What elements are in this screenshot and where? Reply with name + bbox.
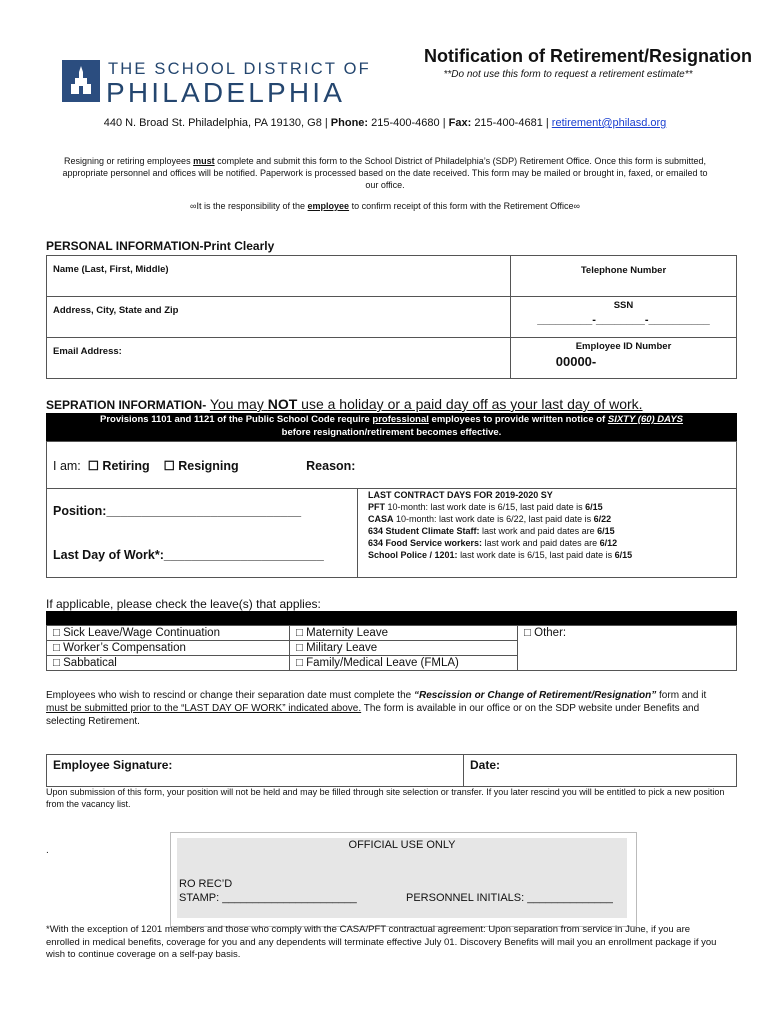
date-field[interactable]: Date: — [464, 755, 737, 787]
stamp-field[interactable]: STAMP: ______________________ — [179, 892, 357, 904]
intro-paragraph — [62, 155, 708, 191]
contract-row-text: last work and paid dates are — [484, 538, 598, 548]
iam-label: I am: — [53, 458, 81, 473]
leave-workers-comp[interactable]: □ Worker’s Compensation — [47, 641, 290, 656]
resp-employee: employee — [307, 201, 350, 211]
personal-info-heading: PERSONAL INFORMATION-Print Clearly — [46, 239, 275, 253]
ssn-label: SSN — [613, 300, 634, 311]
rescind-paragraph — [46, 689, 726, 728]
position-field[interactable]: Position:____________________________ — [53, 504, 302, 518]
ro-received-label: RO REC’D — [179, 878, 233, 890]
employee-id-value: 00000- — [555, 354, 597, 369]
logo-line-1: THE SCHOOL DISTRICT OF — [108, 60, 371, 78]
telephone-field[interactable] — [511, 256, 737, 297]
rescind-form-name: “Rescission or Change of Retirement/Resignation” — [413, 690, 657, 701]
separation-heading-b: use a holiday or a paid day off as your last day of work. — [301, 396, 643, 412]
retiring-checkbox[interactable]: ☐ Retiring — [87, 458, 150, 473]
personnel-initials-field[interactable]: PERSONNEL INITIALS: ______________ — [406, 892, 613, 904]
contract-row — [368, 525, 736, 537]
banner-text-e: before resignation/retirement becomes effective. — [281, 427, 502, 438]
intro-text-a: Resigning or retiring employees — [64, 156, 191, 166]
contract-days-cell — [358, 489, 737, 578]
ssn-blanks: _________-________-__________ — [537, 314, 710, 326]
contract-row-text: 10-month: last work date is 6/15, last paid date is — [387, 502, 583, 512]
rescind-c: form and it — [659, 690, 707, 701]
signature-table — [46, 754, 737, 787]
intro-text-c: complete and submit this form to the School District of Philadelphia’s (SDP) Retirement Office. Once this form is submitted, appropriate personnel and offices will be notified. Paperwork is processed based on the date received. This form may be mailed or brought in, faxed, or emailed to our office. — [62, 156, 708, 190]
contract-rows — [368, 501, 736, 561]
contract-row-label: School Police / 1201: — [368, 550, 458, 560]
contract-row-label: 634 Food Service workers: — [368, 538, 483, 548]
footnote: *With the exception of 1201 members and those who comply with the CASA/PFT contractual agreement: Upon separation from service in June, if you are enrolled in medical benefits, coverage for you and any dependents will terminate effective July 01. Discovery Benefits will mail you an enrollment package if you wish to continue coverage on a self-pay basis. — [46, 924, 717, 960]
contract-row-label: PFT — [368, 502, 385, 512]
leave-maternity[interactable]: □ Maternity Leave — [290, 626, 518, 641]
contract-row — [368, 549, 736, 561]
upon-submission-note: Upon submission of this form, your position will not be held and may be filled through site selection or transfer. If you later rescind you will be entitled to pick a new position from the vacancy list. — [46, 787, 725, 809]
position-cell[interactable] — [47, 489, 358, 578]
notice-banner — [46, 413, 737, 441]
address-field[interactable] — [47, 297, 511, 338]
official-use-title: OFFICIAL USE ONLY — [348, 839, 456, 851]
email-label: Email Address: — [53, 346, 122, 357]
rescind-deadline: must be submitted prior to the “LAST DAY OF WORK” indicated above. — [46, 703, 362, 714]
last-day-field[interactable]: Last Day of Work*:_______________________ — [53, 548, 324, 562]
employee-id-field[interactable] — [511, 338, 737, 379]
name-field[interactable] — [47, 256, 511, 297]
contract-row-date: 6/22 — [593, 514, 612, 524]
contract-row — [368, 513, 736, 525]
contract-row — [368, 537, 736, 549]
contract-heading: LAST CONTRACT DAYS FOR 2019-2020 SY — [368, 490, 553, 500]
leave-military[interactable]: □ Military Leave — [290, 641, 518, 656]
street-address: 440 N. Broad St. Philadelphia, PA 19130, G8 | — [103, 117, 328, 129]
email-link[interactable]: retirement@philasd.org — [551, 117, 667, 129]
employee-id-label: Employee ID Number — [575, 341, 672, 352]
leave-fmla[interactable]: □ Family/Medical Leave (FMLA) — [290, 656, 518, 671]
status-row — [47, 442, 737, 489]
contract-row-date: 6/12 — [599, 538, 618, 548]
logo-line-2: PHILADELPHIA — [106, 77, 346, 108]
leave-other[interactable]: □ Other: — [518, 626, 737, 671]
separation-heading-a: You may — [209, 396, 264, 412]
banner-sixty-days: SIXTY (60) DAYS — [607, 414, 684, 425]
phone-number: 215-400-4680 | — [371, 117, 446, 129]
form-title: Notification of Retirement/Resignation — [423, 46, 753, 66]
contract-row-date: 6/15 — [597, 526, 615, 536]
official-use-box — [177, 838, 627, 918]
banner-professional: professional — [372, 414, 429, 425]
stray-dot: . — [46, 845, 49, 856]
resigning-checkbox[interactable]: ☐ Resigning — [163, 458, 239, 473]
address-label: Address, City, State and Zip — [53, 305, 179, 316]
contract-row-text: last work date is 6/15, last paid date is — [460, 550, 613, 560]
leave-sabbatical[interactable]: □ Sabbatical — [47, 656, 290, 671]
name-label: Name (Last, First, Middle) — [53, 264, 169, 275]
contract-row-label: CASA — [368, 514, 394, 524]
banner-text-a: Provisions 1101 and 1121 of the Public School Code require — [99, 414, 370, 425]
resp-text-c: to confirm receipt of this form with the Retirement Office∞ — [351, 201, 580, 211]
separation-heading-bold: SEPRATION INFORMATION- — [46, 398, 207, 412]
form-subtitle: **Do not use this form to request a retirement estimate** — [443, 69, 693, 80]
rescind-a: Employees who wish to rescind or change their separation date must complete the — [46, 690, 412, 701]
leave-table — [46, 625, 737, 671]
contract-row-date: 6/15 — [585, 502, 603, 512]
reason-label: Reason: — [306, 458, 356, 473]
contract-row-text: 10-month: last work date is 6/22, last paid date is — [396, 514, 592, 524]
phone-label: Phone: — [330, 117, 369, 129]
leave-heading: If applicable, please check the leave(s) that applies: — [46, 597, 321, 611]
resp-text-a: ∞It is the responsibility of the — [190, 201, 306, 211]
ssn-field[interactable] — [511, 297, 737, 338]
fax-number: 215-400-4681 | — [474, 117, 549, 129]
leave-sick[interactable]: □ Sick Leave/Wage Continuation — [47, 626, 290, 641]
contract-row-text: last work and paid dates are — [482, 526, 595, 536]
responsibility-note — [62, 200, 708, 212]
fax-label: Fax: — [448, 117, 472, 129]
personal-info-table — [46, 255, 737, 379]
leave-bar — [46, 611, 737, 625]
banner-text-c: employees to provide written notice of — [431, 414, 606, 425]
intro-must: must — [193, 156, 215, 166]
email-field[interactable] — [47, 338, 511, 379]
contract-row-label: 634 Student Climate Staff: — [368, 526, 480, 536]
contract-row — [368, 501, 736, 513]
separation-heading — [46, 396, 643, 412]
rescind-e: The form is available in our office or on the SDP website under Benefits and selecting Retirement. — [46, 703, 700, 727]
telephone-label: Telephone Number — [580, 265, 667, 276]
signature-field[interactable]: Employee Signature: — [47, 755, 464, 787]
contract-row-date: 6/15 — [614, 550, 633, 560]
separation-table — [46, 441, 737, 578]
address-line — [0, 117, 770, 129]
separation-not: NOT — [267, 396, 298, 412]
